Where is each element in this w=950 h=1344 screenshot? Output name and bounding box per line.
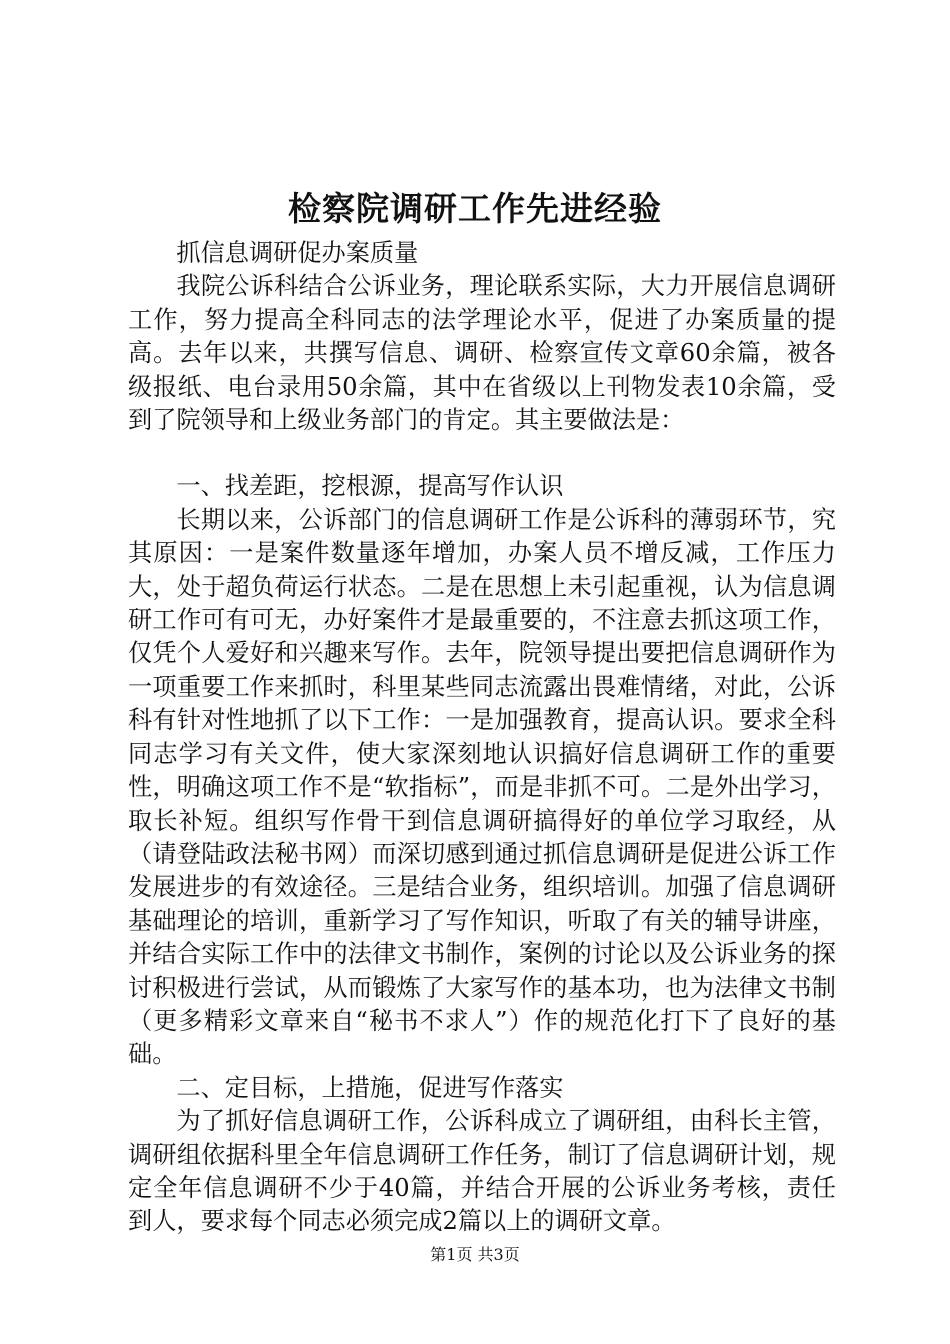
document-title: 检察院调研工作先进经验 <box>288 189 662 228</box>
subtitle-paragraph: 抓信息调研促办案质量 <box>176 239 419 267</box>
document-body <box>128 237 836 1239</box>
intro-paragraph: 我院公诉科结合公诉业务，理论联系实际，大力开展信息调研工作，努力提高全科同志的法学理论水平，促进了办案质量的提高。去年以来，共撰写信息、调研、检察宣传文章60余篇，被各级报纸、电台录用50余篇，其中在省级以上刊物发表10余篇，受到了院领导和上级业务部门的肯定。其主要做法是： <box>128 272 836 435</box>
section-2-paragraph: 为了抓好信息调研工作，公诉科成立了调研组，由科长主管，调研组依据科里全年信息调研工作任务，制订了信息调研计划，规定全年信息调研不少于40篇，并结合开展的公诉业务考核，责任到人，要求每个同志必须完成2篇以上的调研文章。 <box>128 1107 836 1236</box>
section-heading-1: 一、找差距，挖根源，提高写作认识 <box>176 472 564 501</box>
section-1-paragraph: 长期以来，公诉部门的信息调研工作是公诉科的薄弱环节，究其原因：一是案件数量逐年增加，办案人员不增反减，工作压力大，处于超负荷运行状态。二是在思想上未引起重视，认为信息调研工作可有可无，办好案件才是最重要的，不注意去抓这项工作，仅凭个人爱好和兴趣来写作。去年，院领导提出要把信息调研作为一项重要工作来抓时，科里某些同志流露出畏难情绪，对此，公诉科有针对性地抓了以下工作：一是加强教育，提高认识。要求全科同志学习有关文件，使大家深刻地认识搞好信息调研工作的重要性，明确这项工作不是“软指标”，而是非抓不可。二是外出学习，取长补短。组织写作骨干到信息调研搞得好的单位学习取经，从（请登陆政法秘书网）而深切感到通过抓信息调研是促进公诉工作发展进步的有效途径。三是结合业务，组织培训。加强了信息调研基础理论的培训，重新学习了写作知识，听取了有关的辅导讲座，并结合实际工作中的法律文书制作，案例的讨论以及公诉业务的探讨积极进行尝试，从而锻炼了大家写作的基本功，也为法律文书制（更多精彩文章来自“秘书不求人”）作的规范化打下了良好的基础。 <box>128 505 836 1069</box>
page-footer: 第1页 共3页 <box>430 1245 520 1264</box>
section-heading-2: 二、定目标，上措施，促进写作落实 <box>176 1073 564 1102</box>
